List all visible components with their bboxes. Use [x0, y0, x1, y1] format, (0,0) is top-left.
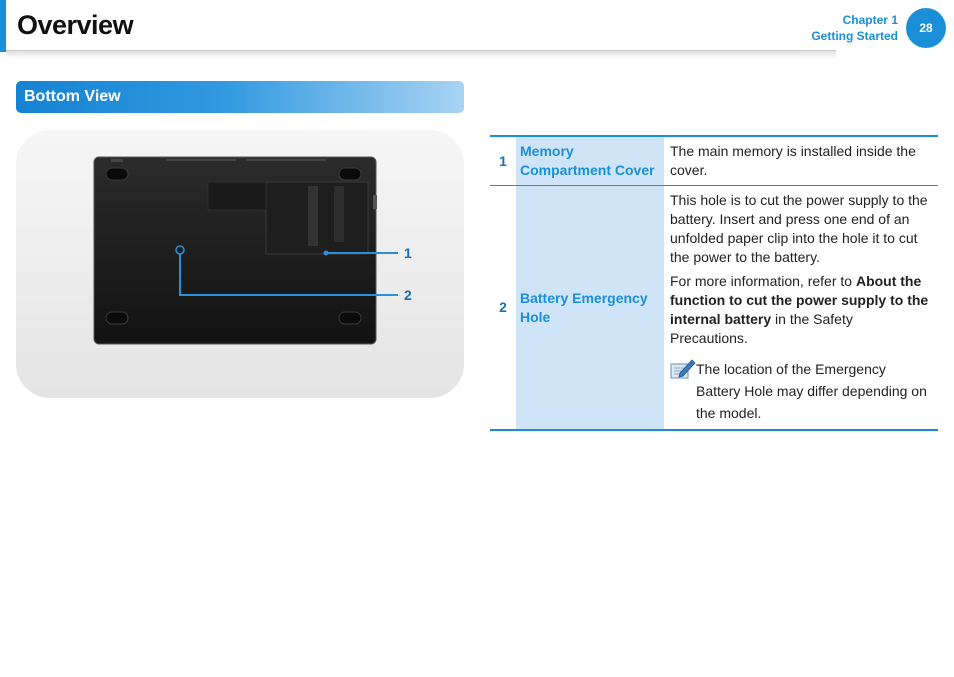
chapter-indicator: [811, 12, 898, 44]
note-text: The location of the Emergency Battery Hole may differ depending on the model.: [696, 361, 927, 421]
laptop-bottom-illustration: [16, 130, 464, 398]
more-info-suffix: in the Safety Precautions.: [670, 311, 853, 346]
page-number-badge: 28: [906, 8, 946, 48]
section-heading: Bottom View: [16, 81, 464, 113]
cover-vent-strip: [308, 186, 318, 246]
bottom-view-figure: [16, 130, 464, 398]
row-number: 1: [490, 136, 516, 186]
row-description: [664, 136, 938, 186]
cover-vent-strip-2: [334, 186, 344, 242]
table-row: [490, 186, 938, 431]
chapter-name: Getting Started: [811, 29, 898, 43]
component-table: [490, 135, 938, 431]
callout-number-2: 2: [404, 287, 412, 303]
table-row: [490, 136, 938, 186]
page-title: Overview: [17, 10, 134, 40]
more-info-prefix: For more information, refer to: [670, 273, 856, 289]
row-term: Memory Compartment Cover: [516, 136, 664, 186]
note-block: [670, 358, 934, 424]
callout-number-1: 1: [404, 245, 412, 261]
chapter-label: Chapter 1: [842, 13, 898, 27]
more-info-text: [670, 272, 934, 348]
description-text: This hole is to cut the power supply to the battery. Insert and press one end of an unfolded paper clip into the hole it to cut the power to the battery.: [670, 192, 928, 265]
row-term: Battery Emergency Hole: [516, 186, 664, 431]
row-description: [664, 186, 938, 431]
description-text: The main memory is installed inside the cover.: [670, 143, 916, 178]
header-accent-bar: [0, 0, 6, 52]
note-pencil-icon: [670, 358, 696, 380]
header-divider: [6, 50, 836, 59]
more-info-reference: About the function to cut the power supply to the internal battery: [670, 273, 929, 327]
row-number: 2: [499, 299, 507, 315]
